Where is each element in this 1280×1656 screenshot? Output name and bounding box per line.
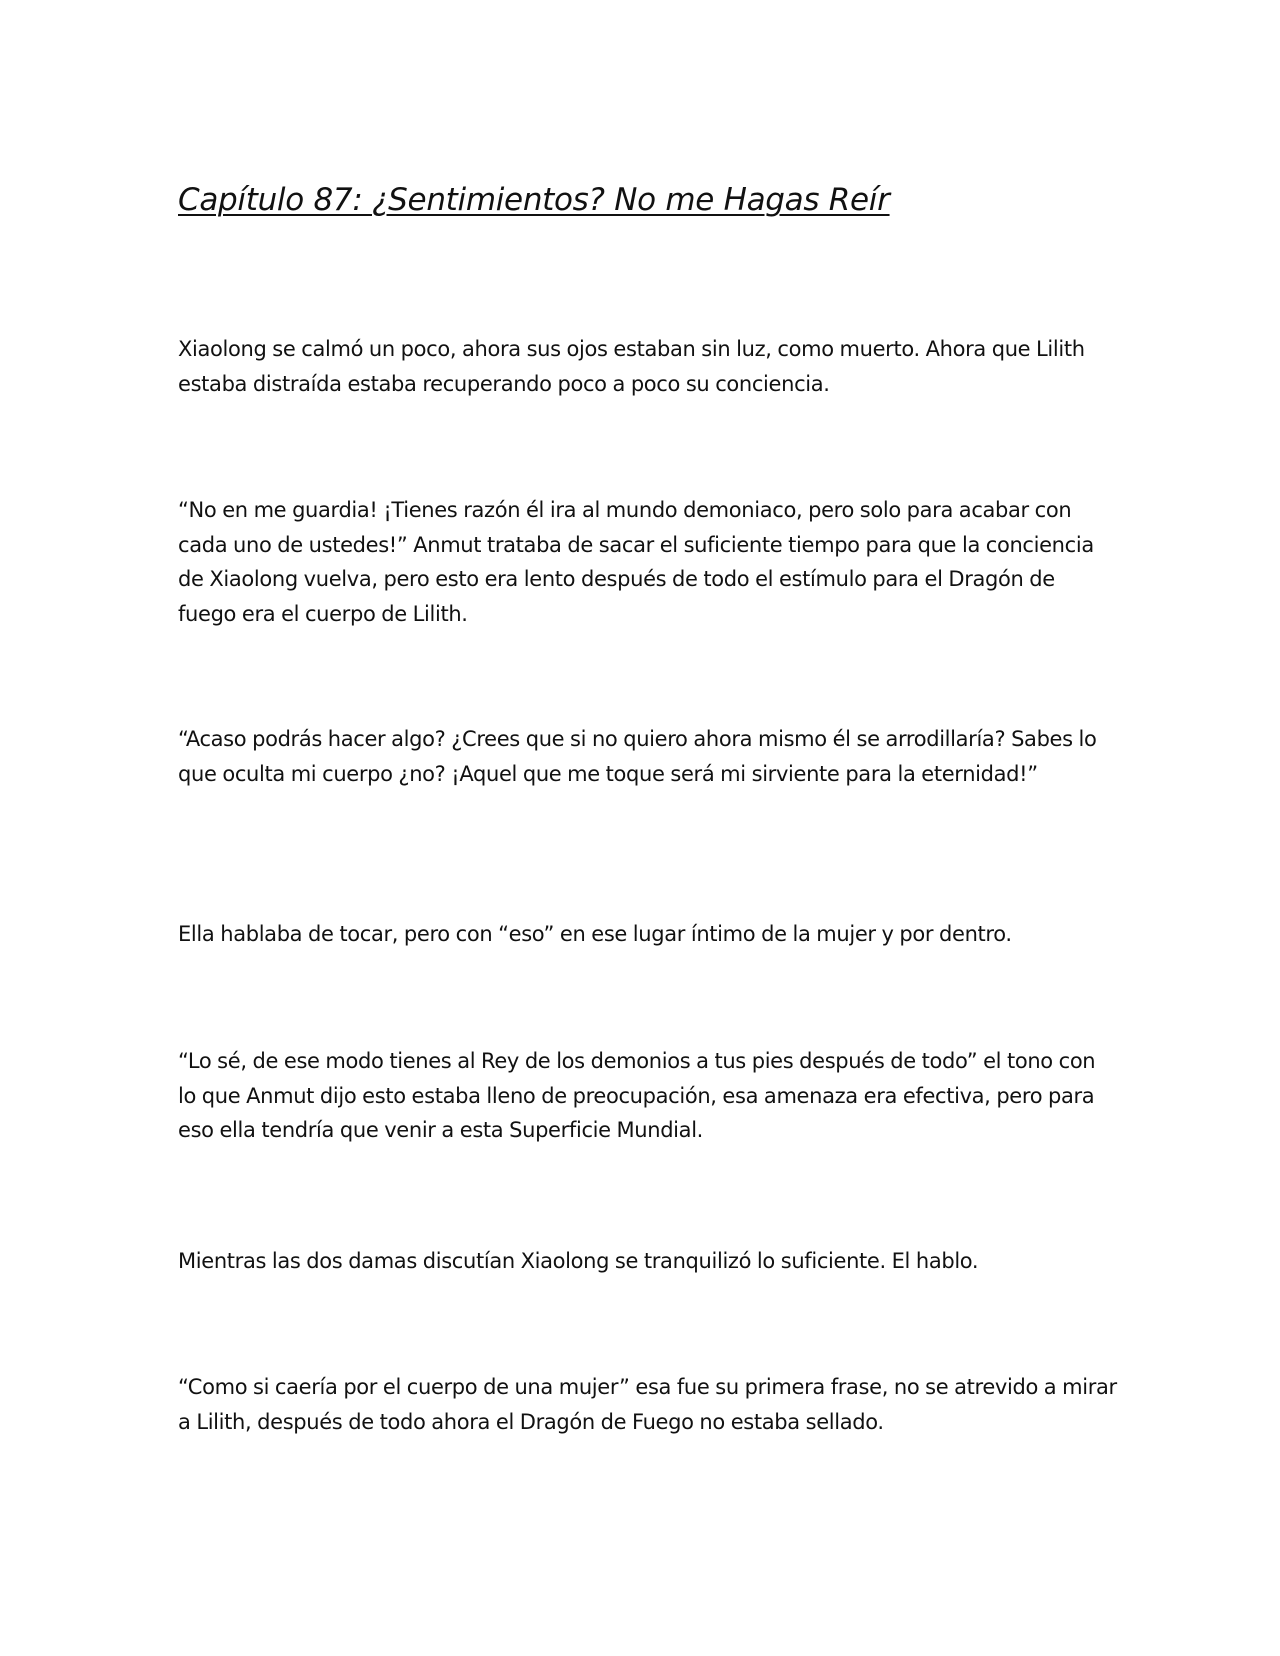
- paragraph: Ella hablaba de tocar, pero con “eso” en ese lugar íntimo de la mujer y por dentro.: [178, 922, 1012, 946]
- paragraph: “Acaso podrás hacer algo? ¿Crees que si no quiero ahora mismo él se arrodillaría? Sabes lo que oculta mi cuerpo ¿no? ¡Aquel que me toque será mi sirviente para la eternidad!”: [178, 727, 1097, 786]
- paragraph: “Lo sé, de ese modo tienes al Rey de los demonios a tus pies después de todo” el tono con lo que Anmut dijo esto estaba lleno de preocupación, esa amenaza era efectiva, pero para eso ella tendría que venir a esta Superficie Mundial.: [178, 1049, 1096, 1142]
- paragraph: Xiaolong se calmó un poco, ahora sus ojos estaban sin luz, como muerto. Ahora que Lilith estaba distraída estaba recuperando poco a poco su conciencia.: [178, 337, 1085, 396]
- paragraph: “No en me guardia! ¡Tienes razón él ira al mundo demoniaco, pero solo para acabar con cada uno de ustedes!” Anmut trataba de sacar el suficiente tiempo para que la conciencia de Xiaolong vuelva, pero esto era lento después de todo el estímulo para el Dragón de fuego era el cuerpo de Lilith.: [178, 498, 1094, 626]
- paragraph: Mientras las dos damas discutían Xiaolong se tranquilizó lo suficiente. El hablo.: [178, 1249, 979, 1273]
- chapter-title: Capítulo 87: ¿Sentimientos? No me Hagas Reír: [178, 182, 890, 218]
- paragraph: “Como si caería por el cuerpo de una mujer” esa fue su primera frase, no se atrevido a mirar a Lilith, después de todo ahora el Dragón de Fuego no estaba sellado.: [178, 1375, 1117, 1434]
